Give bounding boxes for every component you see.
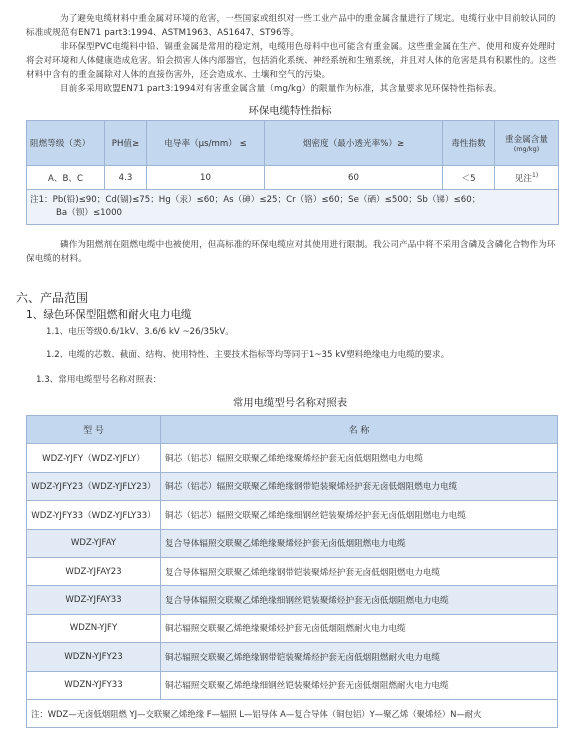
cell-heavy-metal-text: 见注 [514,173,533,184]
table-row [27,444,558,472]
header-name: 名 称 [161,416,558,444]
model-cell: WDZ-YJFAY [27,529,161,557]
eco-spec-table [26,120,559,225]
name-cell: 铜芯辐照交联聚乙烯绝缘聚烯烃护套无卤低烟阻燃耐火电力电缆 [161,614,558,642]
table1-note-row [27,190,559,225]
table1-note-line1: 注1：Pb(铅)≤90；Cd(镉)≤75；Hg（汞）≤60；As（砷）≤25；Cr（铬）≤60；Se（硒）≤500；Sb（锑）≤60； [30,195,481,205]
header-smoke-density: 烟密度（最小透光率%）≥ [265,121,443,166]
model-cell: WDZN-YJFY [27,614,161,642]
header-conductivity: 电导率（μs/mm） ≤ [147,121,265,166]
table1-note [27,190,559,225]
table-row [27,501,558,529]
cell-heavy-metal-sup: 1) [532,171,539,179]
item-1-2: 1.2、电缆的芯数、截面、结构、使用特性、主要技术指标等均等同于1~35 kV塑料绝缘电力电缆的要求。 [46,350,450,360]
cell-conductivity: 10 [147,166,265,190]
table-row [27,472,558,500]
cell-smoke-density: 60 [265,166,443,190]
table-row [27,557,558,585]
model-cell: WDZN-YJFY23 [27,643,161,671]
table-row [27,614,558,642]
model-cell: WDZ-YJFAY23 [27,557,161,585]
phosphorus-paragraph: 磷作为阻燃剂在阻燃电缆中也被使用，但高标准的环保电缆应对其使用进行限制。我公司产品中将不采用含磷及含磷化合物作为环保电缆的材料。 [26,240,556,265]
name-cell: 铜芯辐照交联聚乙烯绝缘钢带铠装聚烯烃护套无卤低烟阻燃耐火电力电缆 [161,643,558,671]
header-heavy-metal-label: 重金属含量 [505,135,548,145]
subsection-heading: 1、绿色环保型阻燃和耐火电力电缆 [26,309,192,321]
header-heavy-metal [495,121,559,166]
table-row [27,671,558,699]
cell-ph: 4.3 [105,166,147,190]
name-cell: 铜芯（铝芯）辐照交联聚乙烯绝缘聚烯烃护套无卤低烟阻燃电力电缆 [161,444,558,472]
header-ph: PH值≥ [105,121,147,166]
table-row [27,529,558,557]
table1-note-line2: Ba（钡）≤1000 [56,208,123,218]
table2-title: 常用电缆型号名称对照表 [232,397,348,409]
header-heavy-metal-unit: (mg/kg) [513,145,540,153]
table2-note-row [27,699,558,727]
model-cell: WDZN-YJFY33 [27,671,161,699]
table-row [27,586,558,614]
table1-header-row [27,121,559,166]
cell-flame-class: A、B、C [27,166,105,190]
table1-title: 环保电缆特性指标 [248,105,332,117]
section-heading: 六、产品范围 [16,291,89,305]
item-1-3: 1.3、常用电缆型号名称对照表： [36,375,162,385]
intro-paragraph-1: 为了避免电缆材料中重金属对环境的危害，一些国家或组织对一些工业产品中的重金属含量进行了规定。电缆行业中目前较认同的标准或规范有EN71 part3:1994、ASTM1963、AS1647、ST96等。 [26,14,556,39]
table1-data-row [27,166,559,190]
name-cell: 铜芯（铝芯）辐照交联聚乙烯绝缘钢带铠装聚烯烃护套无卤低烟阻燃电力电缆 [161,472,558,500]
name-cell: 铜芯（铝芯）辐照交联聚乙烯绝缘细钢丝铠装聚烯烃护套无卤低烟阻燃电力电缆 [161,501,558,529]
cell-toxicity: ＜5 [443,166,495,190]
name-cell: 复合导体辐照交联聚乙烯绝缘钢带铠装聚烯烃护套无卤低烟阻燃电力电缆 [161,557,558,585]
name-cell: 铜芯辐照交联聚乙烯绝缘细钢丝铠装聚烯烃护套无卤低烟阻燃耐火电力电缆 [161,671,558,699]
model-cell: WDZ-YJFY23（WDZ-YJFLY23） [27,472,161,500]
table2-header-row [27,416,558,444]
model-cell: WDZ-YJFY（WDZ-YJFLY） [27,444,161,472]
name-cell: 复合导体辐照交联聚乙烯绝缘细钢丝铠装聚烯烃护套无卤低烟阻燃电力电缆 [161,586,558,614]
table-row [27,643,558,671]
cable-model-table [26,415,558,728]
item-1-1: 1.1、电压等级0.6/1kV、3.6/6 kV ~26/35kV。 [46,327,234,337]
header-flame-class: 阻燃等级（类） [27,121,105,166]
header-toxicity: 毒性指数 [443,121,495,166]
table2-note: 注：WDZ—无卤低烟阻燃 YJ—交联聚乙烯绝缘 F—辐照 L—铝导体 A—复合导体（铜包铝）Y—聚乙烯（聚烯烃）N—耐火 [27,699,558,727]
model-cell: WDZ-YJFY33（WDZ-YJFLY33） [27,501,161,529]
intro-paragraph-2: 非环保型PVC电缆料中铅、镉重金属是常用的稳定剂，电缆用色母料中也可能含有重金属。这些重金属在生产、使用和废弃处理时将会对环境和人体健康造成危害。铅会损害人体内部器官，包括消化系统、神经系统和生殖系统，并且对人体的危害是具有积累性的。这些材料中含有的重金属除对人体的直接伤害外，还会造成水、土壤和空气的污染。 [26,42,557,81]
name-cell: 复合导体辐照交联聚乙烯绝缘聚烯烃护套无卤低烟阻燃电力电缆 [161,529,558,557]
header-model: 型 号 [27,416,161,444]
cell-heavy-metal [495,166,559,190]
model-cell: WDZ-YJFAY33 [27,586,161,614]
intro-paragraph-3: 目前多采用欧盟EN71 part3:1994对有害重金属含量（mg/kg）的限量作为标准，其含量要求见环保特性指标表。 [60,84,502,94]
